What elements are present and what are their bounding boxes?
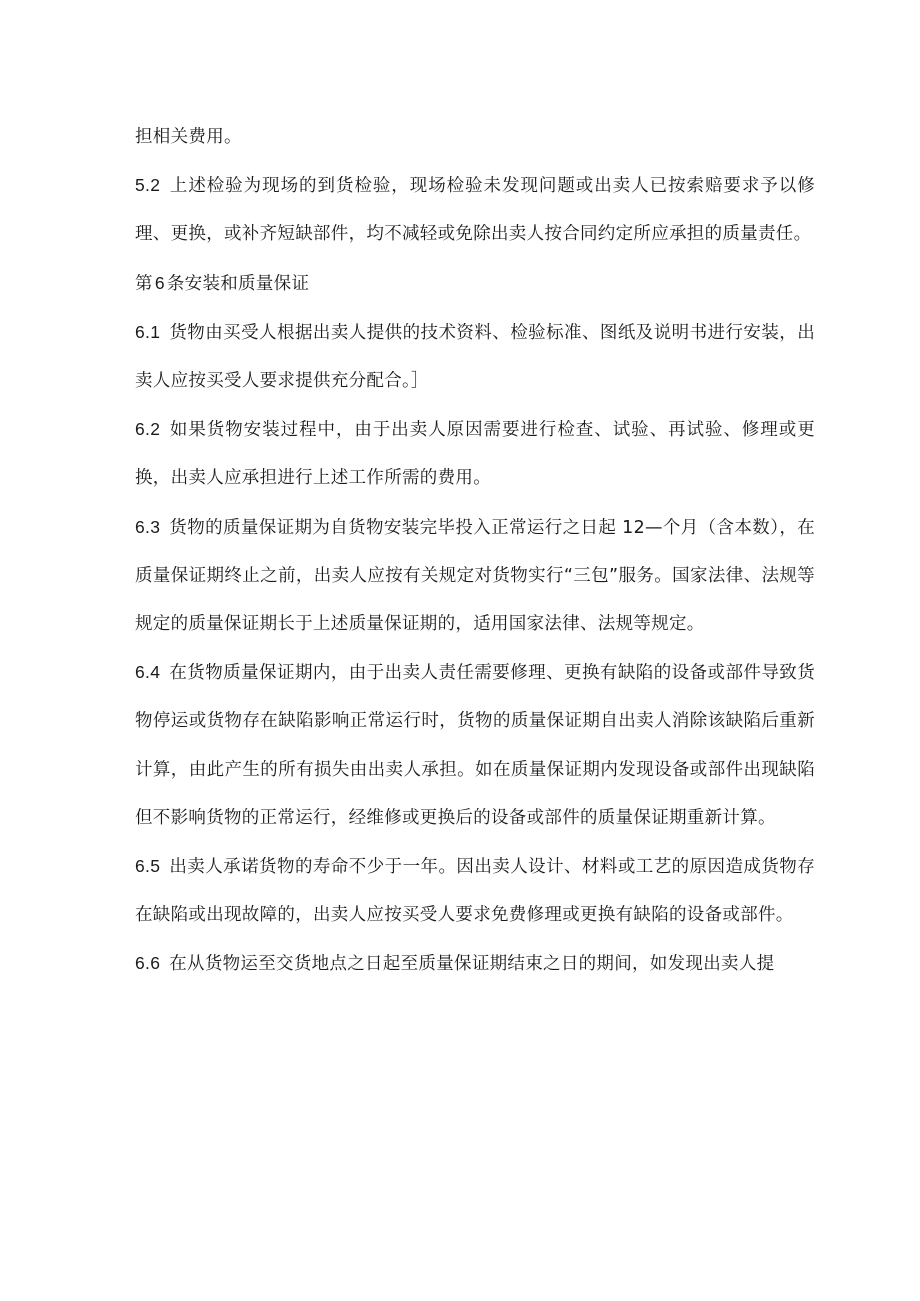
- clause-text: 货物由买受人根据出卖人提供的技术资料、检验标准、图纸及说明书进行安装，出卖人应按买受人要求提供充分配合。］: [135, 322, 815, 392]
- document-body: [135, 113, 815, 989]
- clause-text: 如果货物安装过程中，由于出卖人原因需要进行检查、试验、再试验、修理或更换，出卖人应承担进行上述工作所需的费用。: [135, 420, 815, 489]
- article-prefix: 第: [135, 273, 153, 294]
- article-6-heading: [135, 259, 815, 308]
- clause-text: 上述检验为现场的到货检验，现场检验未发现问题或出卖人已按索赔要求予以修理、更换，或补齐短缺部件，均不减轻或免除出卖人按合同约定所应承担的质量责任。: [135, 176, 815, 245]
- continuation-text: [135, 113, 815, 161]
- clause-6-6: [135, 939, 815, 988]
- clause-number: 6.5: [135, 856, 161, 877]
- clause-text: 货物的质量保证期为自货物安装完毕投入正常运行之日起 12—个月（含本数），在质量保证期终止之前，出卖人应按有关规定对货物实行“三包”服务。国家法律、法规等规定的质量保证期长于上述质量保证期的，适用国家法律、法规等规定。: [135, 517, 815, 635]
- clause-number: 6.6: [135, 953, 161, 974]
- clause-number: 5.2: [135, 175, 161, 196]
- article-title: 条安装和质量保证: [166, 273, 310, 294]
- continuation-text-content: 担相关费用。: [135, 127, 242, 147]
- clause-text: 出卖人承诺货物的寿命不少于一年。因出卖人设计、材料或工艺的原因造成货物存在缺陷或出现故障的，出卖人应按买受人要求免费修理或更换有缺陷的设备或部件。: [135, 857, 815, 926]
- clause-6-4: [135, 648, 815, 842]
- clause-6-1: [135, 308, 815, 405]
- clause-6-5: [135, 842, 815, 939]
- clause-text: 在货物质量保证期内，由于出卖人责任需要修理、更换有缺陷的设备或部件导致货物停运或货物存在缺陷影响正常运行时，货物的质量保证期自出卖人消除该缺陷后重新计算，由此产生的所有损失由出卖人承担。如在质量保证期内发现设备或部件出现缺陷但不影响货物的正常运行，经维修或更换后的设备或部件的质量保证期重新计算。: [135, 663, 815, 828]
- clause-5-2: [135, 161, 815, 258]
- article-number: 6: [154, 272, 165, 293]
- clause-number: 6.2: [135, 419, 161, 440]
- clause-number: 6.4: [135, 662, 161, 683]
- clause-text: 在从货物运至交货地点之日起至质量保证期结束之日的期间，如发现出卖人提: [169, 954, 775, 975]
- clause-number: 6.1: [135, 321, 161, 342]
- clause-number: 6.3: [135, 516, 161, 537]
- clause-6-2: [135, 405, 815, 502]
- clause-6-3: [135, 503, 815, 649]
